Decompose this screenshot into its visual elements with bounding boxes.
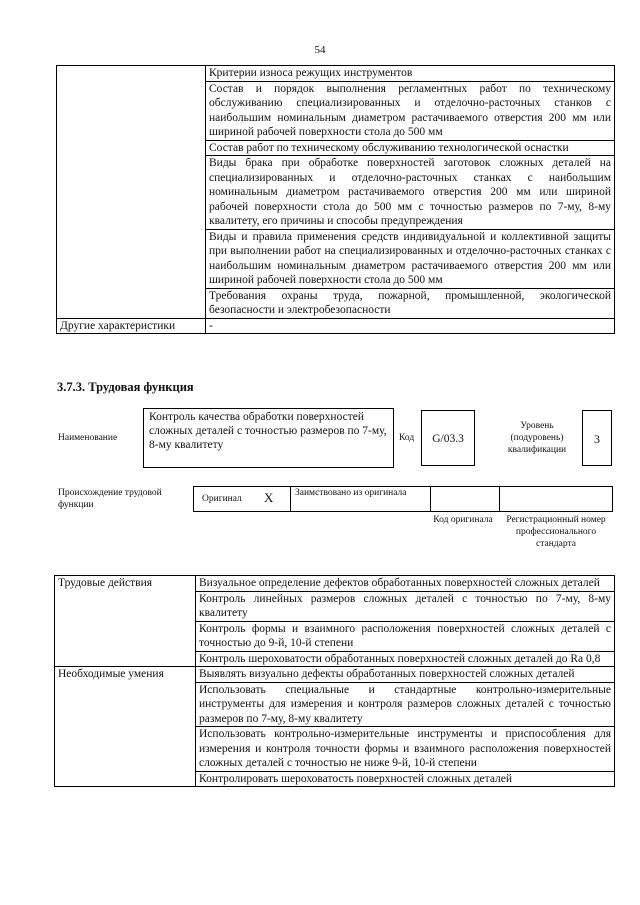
table-cell: Контроль формы и взаимного расположения поверхностей сложных деталей с точностью до 9-й, 10-й степени bbox=[196, 621, 615, 651]
level-value: 3 bbox=[582, 410, 612, 466]
table-cell: Требования охраны труда, пожарной, промышленной, экологической безопасности и электробезопасности bbox=[206, 288, 615, 318]
table-cell: Визуальное определение дефектов обработанных поверхностей сложных деталей bbox=[196, 576, 615, 592]
table-cell: Состав работ по техническому обслуживанию технологической оснастки bbox=[206, 140, 615, 156]
original-label: Оригинал bbox=[202, 494, 242, 504]
table-cell: - bbox=[206, 318, 615, 334]
table-row bbox=[55, 576, 615, 592]
table-row bbox=[57, 318, 615, 334]
original-cell bbox=[194, 487, 291, 511]
reg-caption: Регистрационный номер профессионального стандарта bbox=[506, 515, 606, 549]
label-cell: Трудовые действия bbox=[55, 576, 196, 667]
name-label: Наименование bbox=[58, 433, 118, 443]
table-cell: Контроль шероховатости обработанных поверхностей сложных деталей до Ra 0,8 bbox=[196, 651, 615, 667]
table-cell: Виды и правила применения средств индивидуальной и коллективной защиты при выполнении работ на специализированных и отделочно-расточных станках с наибольшим номинальным диаметром растачиваемого отверстия 200 мм или шириной рабочей поверхности стола до 500 мм bbox=[206, 229, 615, 288]
code-value: G/03.3 bbox=[421, 410, 475, 466]
table-cell: Использовать специальные и стандартные контрольно-измерительные инструменты для измерения и контроля размеров сложных деталей с точностью размеров по 7-му, 8-му квалитету bbox=[196, 682, 615, 727]
actions-skills-table bbox=[54, 575, 615, 787]
table-cell: Состав и порядок выполнения регламентных работ по техническому обслуживанию специализированных и отделочно-расточных станков с наибольшим номинальным диаметром растачиваемого отверстия 200 мм или шириной рабочей поверхности стола до 500 мм bbox=[206, 81, 615, 140]
label-cell: Другие характеристики bbox=[57, 318, 206, 334]
section-heading: 3.7.3. Трудовая функция bbox=[57, 380, 194, 394]
level-label: Уровень (подуровень) квалификации bbox=[507, 421, 567, 455]
name-value: Контроль качества обработки поверхностей сложных деталей с точностью размеров по 7-му, 8-му квалитету bbox=[143, 408, 394, 468]
label-cell: Необходимые умения bbox=[55, 667, 196, 787]
page-number: 54 bbox=[314, 44, 326, 56]
table-row bbox=[57, 66, 615, 82]
table-cell: Контроль линейных размеров сложных деталей с точностью по 7-му, 8-му квалитету bbox=[196, 591, 615, 621]
label-cell bbox=[57, 66, 206, 319]
table-row bbox=[55, 667, 615, 683]
table-cell: Виды брака при обработке поверхностей заготовок сложных деталей на специализированных и отделочно-расточных станках с наибольшим номинальным диаметром растачиваемого отверстия 200 мм или шириной рабочей поверхности стола до 500 мм с точностью размеров по 7-му, 8-му квалитету, его причины и способы предупреждения bbox=[206, 156, 615, 230]
origin-label: Происхождение трудовой функции bbox=[58, 488, 162, 510]
original-code-cell bbox=[430, 487, 500, 511]
table-cell: Выявлять визуально дефекты обработанных поверхностей сложных деталей bbox=[196, 667, 615, 683]
knowledge-table bbox=[56, 65, 615, 334]
code-label: Код bbox=[399, 433, 415, 443]
borrowed-label: Заимствовано из оригинала bbox=[295, 488, 407, 498]
code-caption: Код оригинала bbox=[433, 515, 493, 525]
origin-box bbox=[193, 486, 613, 512]
table-cell: Использовать контрольно-измерительные инструменты и приспособления для измерения и контроля точности формы и взаимного расположения поверхностей сложных деталей с точностью не ниже 9-й, 10-й степени bbox=[196, 727, 615, 772]
table-cell: Критерии износа режущих инструментов bbox=[206, 66, 615, 82]
table-cell: Контролировать шероховатость поверхностей сложных деталей bbox=[196, 771, 615, 787]
original-mark: X bbox=[264, 490, 274, 505]
